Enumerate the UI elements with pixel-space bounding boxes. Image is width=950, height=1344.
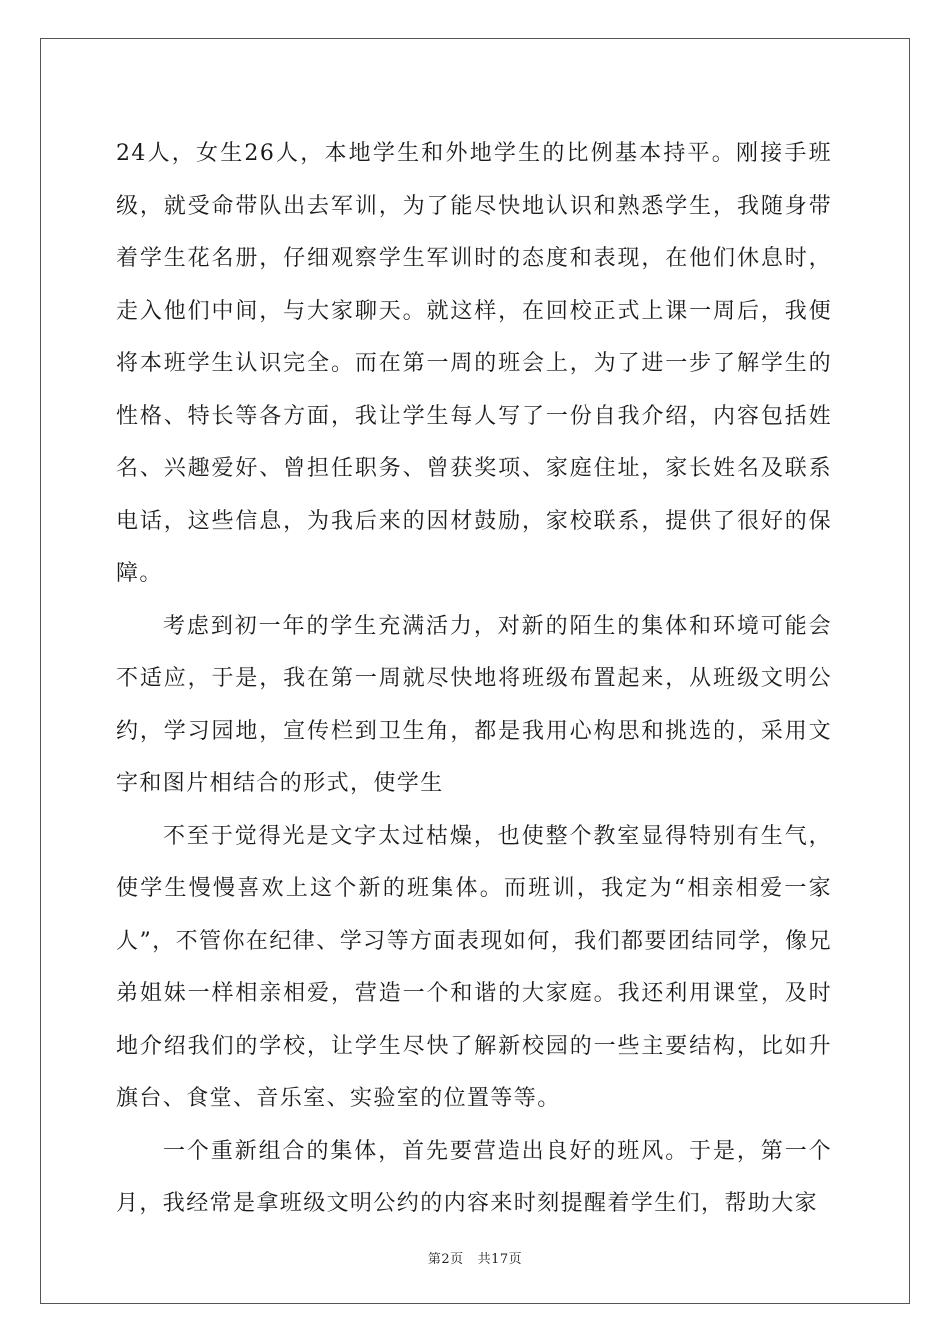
paragraph-2: 考虑到初一年的学生充满活力，对新的陌生的集体和环境可能会不适应，于是，我在第一周就尽快地将班级布置起来，从班级文明公约，学习园地，宣传栏到卫生角，都是我用心构思和挑选的，采用文字和图片相结合的形式，使学生 — [116, 613, 832, 796]
paragraph-4: 一个重新组合的集体，首先要营造出良好的班风。于是，第一个月，我经常是拿班级文明公约的内容来时刻提醒着学生们，帮助大家 — [116, 1138, 832, 1216]
paragraph-3: 不至于觉得光是文字太过枯燥，也使整个教室显得特别有生气，使学生慢慢喜欢上这个新的班集体。而班训，我定为“相亲相爱一家人”，不管你在纪律、学习等方面表现如何，我们都要团结同学，像兄弟姐妹一样相亲相爱，营造一个和谐的大家庭。我还利用课堂，及时地介绍我们的学校，让学生尽快了解新校园的一些主要结构，比如升旗台、食堂、音乐室、实验室的位置等等。 — [116, 823, 832, 1111]
page-number: 第2页 — [427, 1252, 464, 1267]
paragraph-1: 24人，女生26人，本地学生和外地学生的比例基本持平。刚接手班级，就受命带队出去军训，为了能尽快地认识和熟悉学生，我随身带着学生花名册，仔细观察学生军训时的态度和表现，在他们休息时，走入他们中间，与大家聊天。就这样，在回校正式上课一周后，我便将本班学生认识完全。而在第一周的班会上，为了进一步了解学生的性格、特长等各方面，我让学生每人写了一份自我介绍，内容包括姓名、兴趣爱好、曾担任职务、曾获奖项、家庭住址，家长姓名及联系电话，这些信息，为我后来的因材鼓励，家校联系，提供了很好的保障。 — [116, 141, 832, 586]
page-total: 共17页 — [477, 1252, 523, 1267]
document-body — [116, 128, 832, 1231]
page-footer — [0, 1248, 950, 1267]
